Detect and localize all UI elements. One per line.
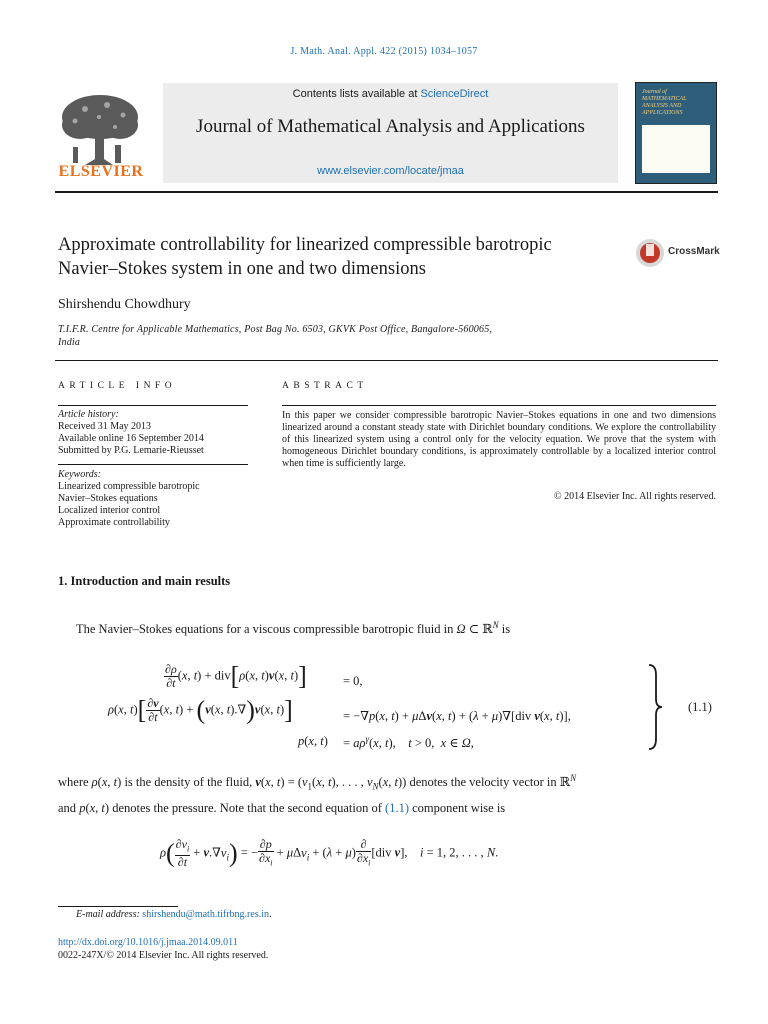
author-affiliation: [58, 323, 628, 349]
keywords-block: [58, 469, 258, 529]
header-rule: [55, 191, 718, 193]
equation-line-3-rhs: = $a\rho^\gamma(x$, t), t > 0, x ∈ Ω,: [343, 734, 474, 751]
para-density: is the density of the fluid,: [124, 775, 253, 790]
article-title-line-1: Approximate controllability for linearized compressible barotropic: [58, 235, 552, 255]
article-title-line-2: Navier–Stokes system in one and two dimensions: [58, 259, 426, 279]
intro-text: The Navier–Stokes equations for a viscous compressible barotropic fluid in: [76, 622, 454, 637]
article-info-heading: ARTICLE INFO: [58, 381, 177, 391]
abstract-heading: ABSTRACT: [282, 381, 368, 391]
paragraph-line-1: where ρ(x, t) is the density of the fluid, v(x, $t) = (v_1(x$, t), . . . , $v_N(x$, t)) denotes the velocity vector in ℝ$^N$: [58, 773, 577, 792]
issn-line: 0022-247X/© 2014 Elsevier Inc. All rights reserved.: [58, 950, 269, 961]
equation-line-1-rhs: = 0,: [343, 674, 363, 688]
equation-reference-link[interactable]: (1.1): [385, 800, 409, 815]
equation-number: (1.1): [688, 700, 712, 714]
history-label: Article history:: [58, 409, 119, 420]
para-and: and: [58, 800, 77, 815]
para-velocity: denotes the velocity vector in: [409, 775, 557, 790]
journal-cover-thumbnail[interactable]: [635, 82, 717, 184]
para-componentwise: component wise is: [412, 800, 506, 815]
paragraph-after-equation: [58, 768, 720, 819]
keywords-rule: [58, 464, 248, 465]
author-name: Shirshendu Chowdhury: [58, 297, 191, 312]
keyword-item: Approximate controllability: [58, 517, 170, 528]
history-online: Available online 16 September 2014: [58, 433, 204, 444]
equation-brace: [647, 663, 663, 751]
doi-link[interactable]: http://dx.doi.org/10.1016/j.jmaa.2014.09.011: [58, 937, 238, 948]
journal-url-link[interactable]: www.elsevier.com/locate/jmaa: [317, 165, 464, 177]
keyword-item: Localized interior control: [58, 505, 161, 516]
email-end: .: [269, 909, 272, 920]
para-pressure: denotes the pressure. Note that the second equation of: [112, 800, 382, 815]
equation-line-3: p(x, t): [298, 734, 328, 748]
journal-title: Journal of Mathematical Analysis and Applications: [196, 116, 585, 137]
keyword-item: Navier–Stokes equations: [58, 493, 158, 504]
equation-line-2: ρ(x, t)[ $\frac{\partial v}{\partial t}$ (x, t) + (v(x, t).∇)v(x, t)]: [108, 695, 293, 725]
contents-prefix: Contents lists available at: [292, 88, 421, 100]
contents-line: [163, 88, 618, 100]
affiliation-line-1: T.I.F.R. Centre for Applicable Mathematics, Post Bag No. 6503, GKVK Post Office, Bangalore-560065,: [58, 324, 493, 335]
intro-paragraph: The Navier–Stokes equations for a viscous compressible barotropic fluid in Ω ⊂ ℝ$^N$ is: [76, 620, 511, 637]
affiliation-line-2: India: [58, 337, 81, 348]
abstract-copyright: © 2014 Elsevier Inc. All rights reserved.: [553, 491, 716, 502]
elsevier-wordmark: ELSEVIER: [58, 163, 144, 180]
abstract-text: In this paper we consider compressible barotropic Navier–Stokes equations in one and two dimensions linearized around a constant steady state with Dirichlet boundary conditions. We explore the controllability of this linearized system using a control only for the velocity equation. We prove that the system with homogeneous Dirichlet boundary conditions, is approximately controllable by a localized interior control when time is sufficiently large.: [282, 410, 716, 470]
citation-link[interactable]: J. Math. Anal. Appl. 422 (2015) 1034–1057: [290, 46, 478, 57]
abstract-rule: [282, 405, 716, 406]
cover-body: [642, 125, 710, 173]
cover-title: Journal of MATHEMATICAL ANALYSIS AND APPLICATIONS: [642, 89, 687, 116]
para-where: where: [58, 775, 89, 790]
paragraph-line-2: and p(x, t) denotes the pressure. Note that the second equation of (1.1) component wise is: [58, 800, 506, 815]
email-label: E-mail address:: [76, 909, 140, 920]
article-history: [58, 409, 258, 457]
history-submitted: Submitted by P.G. Lemarie-Rieusset: [58, 445, 204, 456]
email-link[interactable]: shirshendu@math.tifrbng.res.in: [142, 909, 269, 920]
sciencedirect-link[interactable]: ScienceDirect: [420, 88, 489, 100]
history-received: Received 31 May 2013: [58, 421, 152, 432]
intro-suffix: is: [501, 622, 511, 637]
keywords-label: Keywords:: [58, 469, 101, 480]
footnote-email: [76, 909, 272, 920]
componentwise-equation: ρ( $\frac{\partial v_i}{\partial t}$ + $v.\nabla v_i$) = − $\frac{\partial p}{\partial x_i}$ + μΔv$_i$ + (λ + μ) $\frac{\partial}{\partial x_i}$ [div v], i = 1, 2, . . . , N.: [160, 837, 499, 870]
crossmark-label[interactable]: CrossMark: [668, 246, 720, 257]
equation-line-1: $\frac{\partial\rho}{\partial t}$ (x, t) + div[ρ(x, t)v(x, t)]: [165, 661, 307, 691]
equation-line-2-rhs: = −∇p(x, t) + μΔv(x, t) + (λ + μ)∇[div v(x, t)],: [343, 709, 571, 723]
article-title: [58, 233, 618, 281]
section-heading: 1. Introduction and main results: [58, 574, 231, 588]
affiliation-rule: [55, 360, 718, 361]
footnote-rule: [58, 906, 178, 907]
article-info-rule: [58, 405, 248, 406]
keyword-item: Linearized compressible barotropic: [58, 481, 200, 492]
